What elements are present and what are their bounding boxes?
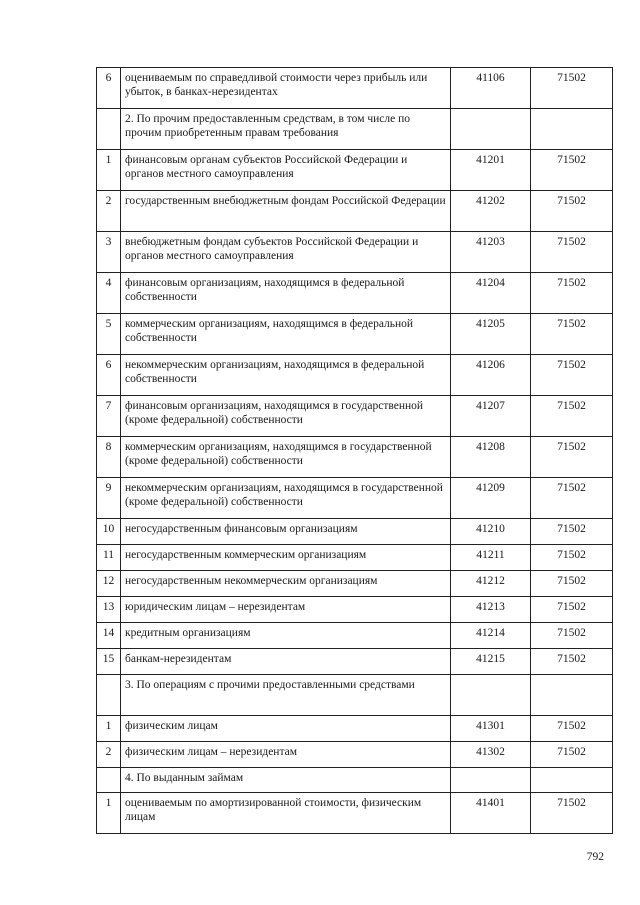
row-symbol-cell: 71502 xyxy=(531,232,613,273)
row-number-cell: 4 xyxy=(97,273,121,314)
row-account-cell: 41208 xyxy=(451,437,531,478)
row-account-cell: 41106 xyxy=(451,68,531,109)
row-number-cell: 3 xyxy=(97,232,121,273)
table-row xyxy=(97,109,613,150)
table-row xyxy=(97,571,613,597)
row-description-cell: 2. По прочим предоставленным средствам, в том числе по прочим приобретенным правам требования xyxy=(121,109,451,150)
table-row xyxy=(97,273,613,314)
row-symbol-cell: 71502 xyxy=(531,355,613,396)
row-symbol-cell: 71502 xyxy=(531,545,613,571)
row-description-cell: 4. По выданным займам xyxy=(121,768,451,793)
row-account-cell: 41214 xyxy=(451,623,531,649)
row-symbol-cell: 71502 xyxy=(531,623,613,649)
row-description-cell: некоммерческим организациям, находящимся в федеральной собственности xyxy=(121,355,451,396)
row-symbol-cell xyxy=(531,109,613,150)
table-row xyxy=(97,519,613,545)
table-row xyxy=(97,623,613,649)
row-number-cell: 11 xyxy=(97,545,121,571)
row-symbol-cell: 71502 xyxy=(531,571,613,597)
row-account-cell: 41302 xyxy=(451,742,531,768)
row-symbol-cell: 71502 xyxy=(531,649,613,675)
row-description-cell: коммерческим организациям, находящимся в государственной (кроме федеральной) собственности xyxy=(121,437,451,478)
table-row xyxy=(97,355,613,396)
row-number-cell: 12 xyxy=(97,571,121,597)
row-number-cell: 9 xyxy=(97,478,121,519)
row-number-cell: 15 xyxy=(97,649,121,675)
row-symbol-cell: 71502 xyxy=(531,191,613,232)
row-symbol-cell xyxy=(531,675,613,716)
table-row xyxy=(97,232,613,273)
row-description-cell: некоммерческим организациям, находящимся в государственной (кроме федеральной) собственности xyxy=(121,478,451,519)
row-account-cell: 41201 xyxy=(451,150,531,191)
row-description-cell: оцениваемым по амортизированной стоимости, физическим лицам xyxy=(121,793,451,834)
row-account-cell: 41401 xyxy=(451,793,531,834)
table-row xyxy=(97,396,613,437)
row-number-cell: 10 xyxy=(97,519,121,545)
row-description-cell: коммерческим организациям, находящимся в федеральной собственности xyxy=(121,314,451,355)
row-description-cell: негосударственным финансовым организациям xyxy=(121,519,451,545)
row-description-cell: внебюджетным фондам субъектов Российской Федерации и органов местного самоуправления xyxy=(121,232,451,273)
row-symbol-cell: 71502 xyxy=(531,597,613,623)
row-number-cell: 8 xyxy=(97,437,121,478)
row-number-cell: 7 xyxy=(97,396,121,437)
row-symbol-cell: 71502 xyxy=(531,437,613,478)
row-account-cell: 41210 xyxy=(451,519,531,545)
row-account-cell: 41213 xyxy=(451,597,531,623)
table-row xyxy=(97,768,613,793)
table-row xyxy=(97,675,613,716)
row-symbol-cell: 71502 xyxy=(531,68,613,109)
row-number-cell: 1 xyxy=(97,793,121,834)
row-account-cell: 41207 xyxy=(451,396,531,437)
row-number-cell: 2 xyxy=(97,191,121,232)
accounts-table-body xyxy=(97,68,613,834)
row-symbol-cell: 71502 xyxy=(531,478,613,519)
row-description-cell: финансовым организациям, находящимся в федеральной собственности xyxy=(121,273,451,314)
row-account-cell: 41206 xyxy=(451,355,531,396)
row-number-cell: 5 xyxy=(97,314,121,355)
row-number-cell xyxy=(97,109,121,150)
row-account-cell: 41203 xyxy=(451,232,531,273)
row-account-cell: 41204 xyxy=(451,273,531,314)
table-row xyxy=(97,150,613,191)
row-description-cell: юридическим лицам – нерезидентам xyxy=(121,597,451,623)
row-account-cell: 41205 xyxy=(451,314,531,355)
row-description-cell: оцениваемым по справедливой стоимости через прибыль или убыток, в банках-нерезидентах xyxy=(121,68,451,109)
page-number: 792 xyxy=(586,851,604,863)
row-symbol-cell: 71502 xyxy=(531,742,613,768)
row-symbol-cell: 71502 xyxy=(531,150,613,191)
row-account-cell: 41211 xyxy=(451,545,531,571)
row-symbol-cell: 71502 xyxy=(531,396,613,437)
row-account-cell xyxy=(451,109,531,150)
row-description-cell: государственным внебюджетным фондам Российской Федерации xyxy=(121,191,451,232)
row-description-cell: физическим лицам xyxy=(121,716,451,742)
row-account-cell: 41301 xyxy=(451,716,531,742)
table-row xyxy=(97,597,613,623)
accounts-table xyxy=(96,67,613,834)
row-number-cell: 6 xyxy=(97,68,121,109)
row-symbol-cell xyxy=(531,768,613,793)
row-description-cell: финансовым органам субъектов Российской Федерации и органов местного самоуправления xyxy=(121,150,451,191)
row-account-cell xyxy=(451,675,531,716)
row-symbol-cell: 71502 xyxy=(531,519,613,545)
row-description-cell: финансовым организациям, находящимся в государственной (кроме федеральной) собственности xyxy=(121,396,451,437)
row-number-cell: 2 xyxy=(97,742,121,768)
row-number-cell: 1 xyxy=(97,716,121,742)
row-number-cell: 1 xyxy=(97,150,121,191)
table-row xyxy=(97,716,613,742)
row-symbol-cell: 71502 xyxy=(531,716,613,742)
table-row xyxy=(97,793,613,834)
table-row xyxy=(97,478,613,519)
row-description-cell: физическим лицам – нерезидентам xyxy=(121,742,451,768)
row-symbol-cell: 71502 xyxy=(531,273,613,314)
row-account-cell: 41209 xyxy=(451,478,531,519)
row-number-cell xyxy=(97,675,121,716)
row-account-cell: 41202 xyxy=(451,191,531,232)
table-row xyxy=(97,68,613,109)
row-description-cell: 3. По операциям с прочими предоставленными средствами xyxy=(121,675,451,716)
row-account-cell: 41212 xyxy=(451,571,531,597)
table-row xyxy=(97,545,613,571)
table-row xyxy=(97,191,613,232)
row-account-cell xyxy=(451,768,531,793)
table-row xyxy=(97,649,613,675)
row-number-cell xyxy=(97,768,121,793)
table-row xyxy=(97,742,613,768)
row-number-cell: 13 xyxy=(97,597,121,623)
row-description-cell: банкам-нерезидентам xyxy=(121,649,451,675)
row-symbol-cell: 71502 xyxy=(531,314,613,355)
row-description-cell: негосударственным коммерческим организациям xyxy=(121,545,451,571)
row-number-cell: 6 xyxy=(97,355,121,396)
table-row xyxy=(97,437,613,478)
row-description-cell: негосударственным некоммерческим организациям xyxy=(121,571,451,597)
row-description-cell: кредитным организациям xyxy=(121,623,451,649)
row-number-cell: 14 xyxy=(97,623,121,649)
document-sheet xyxy=(96,67,612,834)
row-account-cell: 41215 xyxy=(451,649,531,675)
row-symbol-cell: 71502 xyxy=(531,793,613,834)
table-row xyxy=(97,314,613,355)
